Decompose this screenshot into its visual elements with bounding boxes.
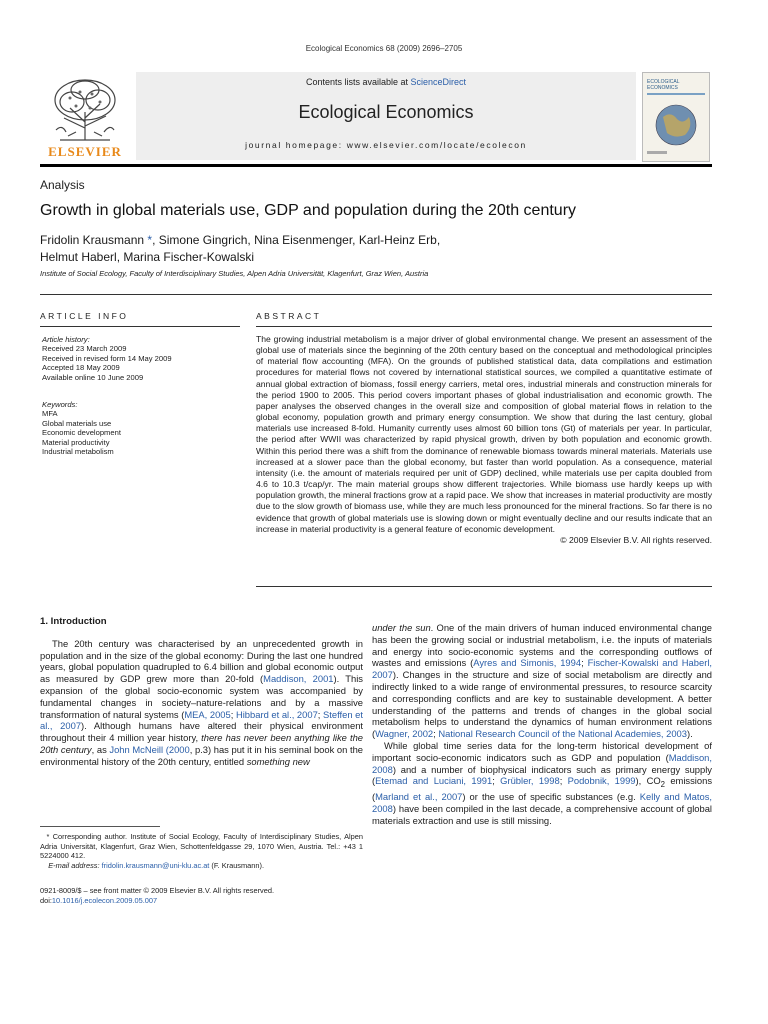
footnote-body: Corresponding author. Institute of Social Ecology, Faculty of Interdisciplinary Studies, Alpen Adria Universität, Klagenfurt, Graz Wien, Schottenfeldgasse 29, 1070 Wien, Austria. Tel.: +43 1 5224000 412. [40,832,363,861]
homepage-url[interactable]: www.elsevier.com/locate/ecolecon [346,140,527,150]
authors-first: Fridolin Krausmann [40,233,148,247]
footnote-mark: * [46,832,50,841]
abstract-copyright: © 2009 Elsevier B.V. All rights reserved. [560,534,712,545]
article-info-heading: ARTICLE INFO [40,311,129,321]
ref-podobnik-1999[interactable]: Podobnik, 1999 [567,775,636,787]
journal-header [40,72,712,162]
article-info-rule [40,326,240,327]
title-divider [40,294,712,295]
ref-maddison-2001[interactable]: Maddison, 2001 [263,673,334,685]
homepage-prefix: journal homepage: [245,140,347,150]
issn-line: 0921-8009/$ – see front matter © 2009 Elsevier B.V. All rights reserved. [40,886,274,895]
keyword-item: Economic development [42,428,121,438]
history-item: Available online 10 June 2009 [42,372,144,382]
intro-paragraph-1 [40,638,363,768]
quote-20th-century: there has never been anything like the 20th century [40,732,364,755]
doi-link[interactable]: 10.1016/j.ecolecon.2009.05.007 [51,896,158,905]
text-run: ; [433,728,439,740]
header-info-box [136,72,636,160]
authors-line-2: Helmut Haberl, Marina Fischer-Kowalski [40,250,255,264]
intro-paragraph-2 [372,740,712,826]
text-run: The 20th century was characterised by an unprecedented growth in population and in the size of the global economy: During the last one hundred years, global population quadrupled to 6.4 billion and global economic output as measured by GDP grew more than 20-fold ( [40,637,363,685]
text-run: ; [492,775,501,787]
introduction-heading: 1. Introduction [40,616,107,627]
contents-prefix: Contents lists available at [305,77,411,87]
history-item: Received in revised form 14 May 2009 [42,353,172,363]
ref-mea-2005[interactable]: MEA, 2005 [184,708,231,720]
abstract-text: The growing industrial metabolism is a major driver of global environmental change. We present an assessment of the global use of materials since the beginning of the 20th century based on the conceptual and methodological principles of material flow accounting (MFA). On the grounds of published statistical data, data compilations and estimation procedures for material flows not covered by international statistical sources, we compiled a quantitative estimate of annual global extraction of biomass, fossil energy carriers, metal ores, industrial minerals and construction minerals for the period 1900 to 2005. This period covers important phases of global industrialisation and economic growth. The paper analyses the observed changes in the overall size and composition of global material flows in relation to the global economy, population growth and primary energy consumption. We show that during the last century, global materials use increased 8-fold. Humanity currently uses almost 60 billion tons (Gt) of materials per year. In particular, the period after WWII was characterized by rapid physical growth, driven by both population and economic growth. Within this period there was a shift from the dominance of renewable biomass towards mineral materials. Materials use increased at a slower pace than the global economy, but faster than world population. As a consequence, material intensity (i.e. the amount of materials required per unit of GDP) declined, while materials use per capita doubled from 4.6 to 10.3 t/cap/yr. The main material groups show different trajectories. While biomass use hardly keeps up with population growth, the mineral fractions grow at a rapid pace. We show that increases in material productivity are mostly due to the slow growth of biomass use, while they are much less pronounced for the mineral fractions. So far there is no evidence that growth of global materials use is slowing down or might eventually decline and our results indicate that an increase in material productivity is a general feature of economic development. [256,334,713,534]
history-item: Accepted 18 May 2009 [42,363,120,373]
keywords-label: Keywords: [42,400,78,409]
section-label: Analysis [40,178,85,192]
text-run: ). Although humans have altered their physical environment throughout their 4 million year history, [40,720,364,744]
abstract-rule [256,326,712,327]
ref-grubler-1998[interactable]: Grübler, 1998 [500,775,560,787]
book-title: something new [246,755,310,767]
contents-line [136,77,636,87]
ref-hibbard-2007[interactable]: Hibbard et al., 2007 [235,708,318,720]
front-matter-meta [40,886,274,906]
text-run: ). [686,728,693,740]
keyword-item: Industrial metabolism [42,447,114,457]
sciencedirect-link[interactable]: ScienceDirect [410,77,467,87]
corresponding-author-mark[interactable]: * [147,233,153,247]
text-run: . One of the main drivers of human induced environmental change has been the growing social or industrial metabolism, i.e. the inputs of materials and energy into socio-economic systems and the corresponding outflows of wastes and emissions ( [372,622,712,669]
abstract-body [256,334,712,546]
header-divider [40,164,712,167]
ref-steffen-2007[interactable]: Steffen et al., 2007 [40,708,363,732]
ref-mcneill-2000[interactable]: John McNeill (2000 [109,743,190,755]
author-email-link[interactable]: fridolin.krausmann@uni-klu.ac.at [101,860,210,870]
keyword-item: Material productivity [42,437,110,447]
affiliation: Institute of Social Ecology, Faculty of Interdisciplinary Studies, Alpen Adria Universität, Klagenfurt, Graz Wien, Austria [40,269,429,278]
journal-title: Ecological Economics [298,102,474,122]
text-run: ), CO [635,775,661,787]
journal-citation: Ecological Economics 68 (2009) 2696–2705 [305,44,463,53]
footnote-rule [40,826,160,827]
doi-prefix: doi: [40,896,52,905]
ref-ayres-1994[interactable]: Ayres and Simonis, 1994 [473,657,582,669]
keywords [42,400,121,456]
keyword-item: MFA [42,409,58,419]
globe-icon [643,73,709,161]
journal-cover-thumbnail [642,72,710,162]
email-label: E-mail address: [48,860,102,870]
footnote-email [40,861,363,871]
article-history-label: Article history: [42,335,90,344]
text-run: While global time series data for the long-term historical development of important socio-economic indicators such as GDP and population ( [372,739,712,763]
ref-maddison-2008[interactable]: Maddison, 2008 [372,751,712,775]
text-run: , as [91,743,110,755]
text-run: ; [559,775,568,787]
text-run: ). This expansion of the global socio-economic system was accompanied by fundamental changes in society–nature-relations and by a massive transformation of natural systems ( [40,673,363,720]
ref-nrc-2003[interactable]: National Research Council of the National Academies, 2003 [438,728,687,740]
journal-homepage [136,140,636,150]
ref-marland-2007[interactable]: Marland et al., 2007 [375,791,463,803]
text-run: emissions ( [372,775,713,803]
footnote-text [40,832,363,861]
corresponding-author-footnote [40,832,363,870]
keyword-item: Global materials use [42,418,112,428]
history-item: Received 23 March 2009 [42,344,127,354]
paper-title: Growth in global materials use, GDP and population during the 20th century [40,202,577,219]
right-column [372,622,712,826]
text-run: , p.3) has put it in his seminal book on the environmental history of the 20th century, entitled [40,743,363,767]
authors [40,232,600,266]
text-run: ). Changes in the structure and size of social metabolism are directly and indirectly linked to a wide range of environmental pressures, to resource scarcity and corresponding conflicts and are key to sustainable development. A better understanding of the patterns and trends of changes in the global social metabolism helps to understand the dynamics of human environment relations ( [372,669,712,740]
abstract-end-rule [256,586,712,587]
text-run: ) or the use of specific substances (e.g. [462,791,640,803]
text-run: ; [581,657,588,669]
text-run: ) and a number of biophysical indicators such as primary energy supply ( [372,763,712,787]
left-column [40,616,363,768]
intro-paragraph-1-cont [372,622,712,740]
ref-fischer-kowalski-2007[interactable]: Fischer-Kowalski and Haberl, 2007 [372,657,713,681]
article-history [42,335,172,382]
ref-wagner-2002[interactable]: Wagner, 2002 [375,728,434,740]
text-run: ) have been compiled in the last decade, a comprehensive account of global materials extraction and use is still missing. [372,802,712,826]
authors-rest: , Simone Gingrich, Nina Eisenmenger, Karl-Heinz Erb, [152,233,441,247]
ref-kelly-2008[interactable]: Kelly and Matos, 2008 [372,791,712,814]
abstract-heading: ABSTRACT [256,311,322,321]
co2-subscript: 2 [660,780,665,790]
text-run: ; [317,708,324,720]
text-run: ; [230,708,236,720]
cover-title: ECOLOGICAL ECONOMICS [647,79,680,91]
elsevier-wordmark: ELSEVIER [48,144,122,159]
doi-line [40,896,274,906]
email-suffix: (F. Krausmann). [209,860,264,870]
ref-etemad-1991[interactable]: Etemad and Luciani, 1991 [375,775,493,787]
book-title-cont: under the sun [372,622,431,633]
